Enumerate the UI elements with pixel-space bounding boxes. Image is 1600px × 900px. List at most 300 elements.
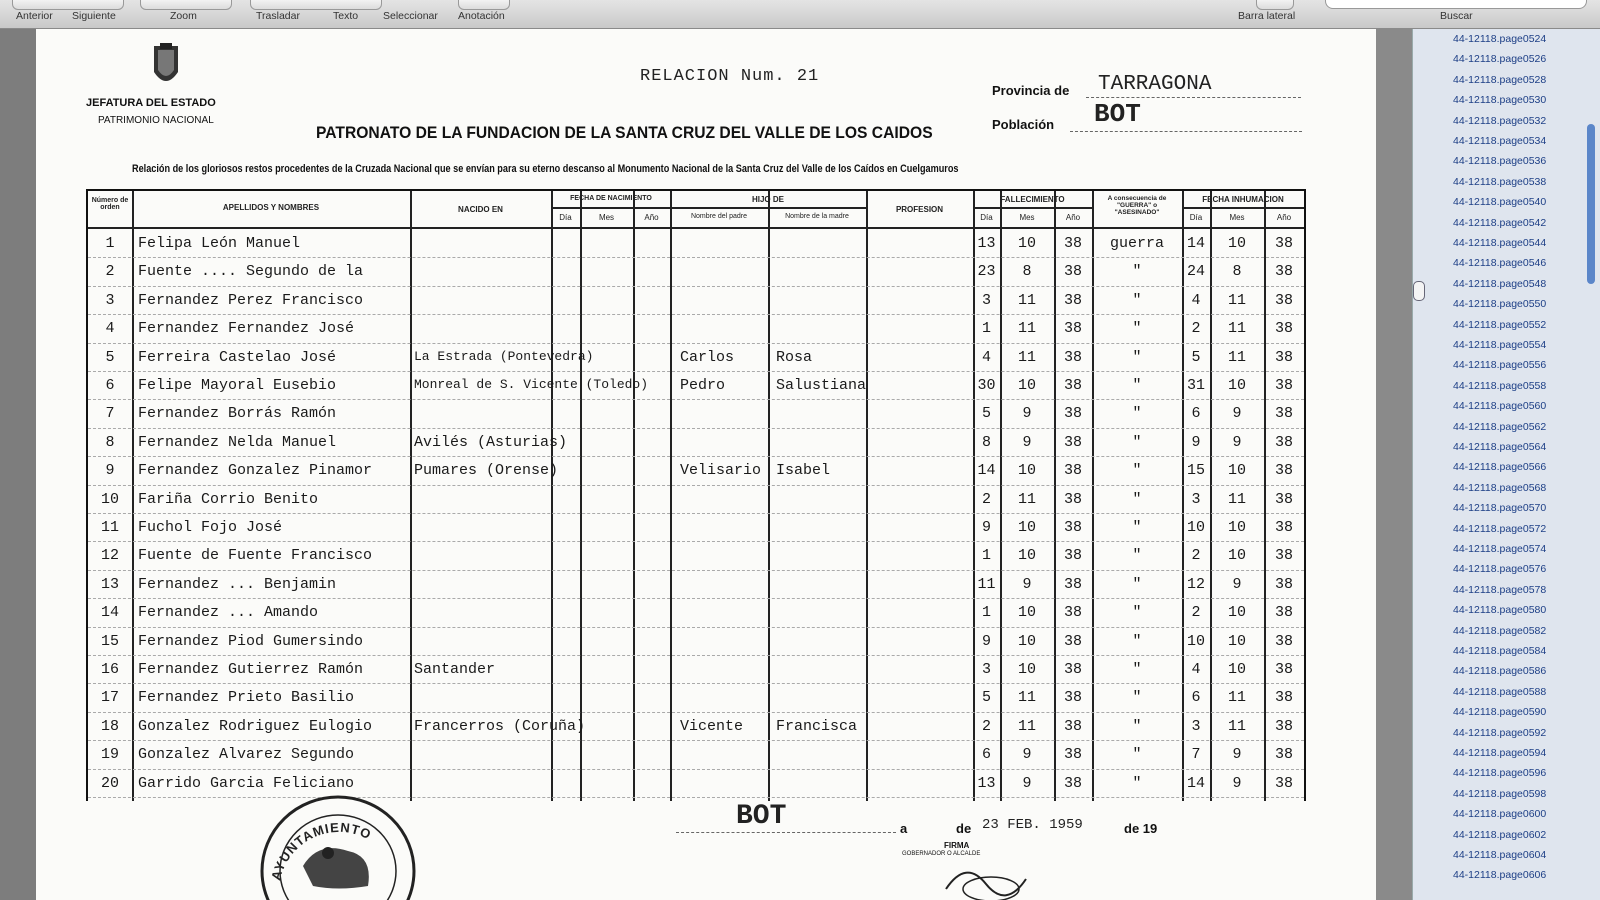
header-nac-ano: Año xyxy=(644,213,659,222)
cell-im: 10 xyxy=(1227,519,1246,536)
thumbnail-sidebar[interactable] xyxy=(1412,29,1600,900)
cell-a: 38 xyxy=(1063,604,1082,622)
signature-icon xyxy=(936,849,1036,900)
sidebar-thumbnail-item[interactable]: 44-12118.page0532 xyxy=(1453,114,1547,127)
cell-a: 38 xyxy=(1063,263,1082,281)
footer-de: de xyxy=(956,821,972,836)
cell-im: 11 xyxy=(1227,717,1246,735)
document-right-margin xyxy=(1376,29,1412,900)
cell-m: 11 xyxy=(1017,291,1036,309)
cell-a: 38 xyxy=(1063,746,1082,764)
cell-im: 8 xyxy=(1232,263,1242,281)
cell-a: 38 xyxy=(1063,490,1082,508)
cell-im: 10 xyxy=(1227,462,1246,480)
sidebar-scrollbar[interactable] xyxy=(1587,124,1595,284)
toolbar-select-label[interactable]: Seleccionar xyxy=(383,10,438,22)
remains-table xyxy=(86,189,1306,801)
sidebar-thumbnail-item[interactable]: 44-12118.page0564 xyxy=(1453,441,1547,453)
toolbar-move-label[interactable]: Trasladar xyxy=(256,10,300,22)
cell-m: 11 xyxy=(1017,348,1036,366)
cell-id: 2 xyxy=(1191,604,1201,622)
cell-im: 10 xyxy=(1227,632,1246,650)
header-numero: Número de orden xyxy=(91,197,129,211)
left-gutter xyxy=(0,29,36,900)
cell-im: 10 xyxy=(1227,604,1246,622)
cell-a: 38 xyxy=(1063,717,1082,735)
cell-ia: 38 xyxy=(1274,320,1293,338)
cell-im: 11 xyxy=(1227,490,1246,508)
cell-nacido: Monreal de S. Vicente (Toledo) xyxy=(414,377,649,392)
cell-ia: 38 xyxy=(1274,632,1293,650)
cell-m: 9 xyxy=(1022,405,1032,423)
cell-n: 20 xyxy=(100,774,119,792)
cell-id: 4 xyxy=(1191,661,1201,678)
cell-ia: 38 xyxy=(1274,462,1293,480)
cell-a: 38 xyxy=(1063,689,1082,707)
cell-d: 1 xyxy=(981,604,991,622)
cell-ia: 38 xyxy=(1274,604,1293,622)
sidebar-thumbnail-item[interactable]: 44-12118.page0602 xyxy=(1453,828,1547,841)
header-hijo-de: HIJO DE xyxy=(751,195,784,204)
cell-causa: " xyxy=(1132,519,1142,536)
sidebar-thumbnail-item[interactable]: 44-12118.page0526 xyxy=(1453,53,1547,66)
cell-ia: 38 xyxy=(1274,547,1293,565)
toolbar-search-label[interactable]: Buscar xyxy=(1440,10,1473,22)
cell-d: 1 xyxy=(981,320,991,338)
cell-d: 9 xyxy=(981,519,991,536)
toolbar-sidebar-label[interactable]: Barra lateral xyxy=(1238,10,1296,22)
cell-m: 11 xyxy=(1017,689,1036,707)
sidebar-toggle-button[interactable] xyxy=(1256,0,1294,10)
cell-padre: Velisario xyxy=(680,462,762,480)
table-row xyxy=(88,683,1304,684)
footer-de-19: de 19 xyxy=(1124,821,1158,836)
cell-nombre: Fernandez Fernandez José xyxy=(138,320,355,338)
cell-madre: Rosa xyxy=(776,348,813,366)
table-row xyxy=(88,343,1304,344)
cell-a: 38 xyxy=(1063,774,1082,792)
sidebar-thumbnail-item[interactable]: 44-12118.page0580 xyxy=(1453,604,1547,617)
cell-im: 10 xyxy=(1227,377,1246,394)
cell-ia: 38 xyxy=(1274,235,1293,252)
sidebar-thumbnail-item[interactable]: 44-12118.page0570 xyxy=(1453,502,1547,515)
firma-label: FIRMA xyxy=(944,841,970,850)
cell-id: 10 xyxy=(1186,632,1205,650)
cell-im: 9 xyxy=(1232,405,1242,423)
seal-text xyxy=(258,791,418,900)
sidebar-thumbnail-item[interactable]: 44-12118.page0544 xyxy=(1453,237,1547,249)
cell-a: 38 xyxy=(1063,291,1082,309)
cell-nombre: Fernandez ... Amando xyxy=(138,604,319,622)
cell-n: 7 xyxy=(105,405,115,423)
sidebar-thumbnail-item[interactable]: 44-12118.page0546 xyxy=(1453,257,1547,270)
header-consecuencia: A consecuencia de "GUERRA" o "ASESINADO" xyxy=(1107,195,1167,216)
cell-causa: " xyxy=(1132,774,1142,792)
sidebar-thumbnail-item[interactable]: 44-12118.page0574 xyxy=(1453,543,1547,555)
cell-id: 12 xyxy=(1186,575,1205,593)
cell-m: 11 xyxy=(1017,490,1036,508)
cell-a: 38 xyxy=(1063,632,1082,650)
cell-id: 3 xyxy=(1191,490,1201,508)
sidebar-thumbnail-item[interactable]: 44-12118.page0592 xyxy=(1453,726,1547,739)
cell-nombre: Gonzalez Rodriguez Eulogio xyxy=(138,717,373,735)
cell-id: 6 xyxy=(1191,405,1201,423)
cell-nombre: Fernandez Piod Gumersindo xyxy=(138,632,364,650)
cell-causa: " xyxy=(1132,320,1142,338)
cell-nacido: La Estrada (Pontevedra) xyxy=(414,348,594,364)
cell-d: 5 xyxy=(981,689,991,707)
sidebar-thumbnail-item[interactable]: 44-12118.page0582 xyxy=(1453,624,1547,637)
cell-d: 11 xyxy=(977,575,996,593)
cell-n: 14 xyxy=(100,604,119,622)
header-nac-mes: Mes xyxy=(598,213,615,222)
cell-nombre: Garrido Garcia Feliciano xyxy=(138,774,355,792)
patrimonio-label: PATRIMONIO NACIONAL xyxy=(98,115,214,126)
cell-a: 38 xyxy=(1063,405,1082,423)
cell-padre: Carlos xyxy=(680,348,735,366)
cell-im: 10 xyxy=(1227,235,1246,252)
cell-causa: " xyxy=(1132,689,1142,707)
cell-d: 14 xyxy=(977,462,996,480)
sidebar-thumbnail-item[interactable]: 44-12118.page0590 xyxy=(1453,706,1547,719)
sidebar-thumbnail-item[interactable]: 44-12118.page0542 xyxy=(1453,216,1547,229)
coat-of-arms-icon xyxy=(146,42,186,92)
cell-n: 11 xyxy=(100,519,119,536)
cell-nombre: Fernandez Borrás Ramón xyxy=(138,405,337,423)
cell-causa: " xyxy=(1132,717,1142,735)
cell-ia: 38 xyxy=(1274,689,1293,707)
header-nac-dia: Día xyxy=(559,213,572,222)
cell-m: 10 xyxy=(1017,632,1036,650)
table-row xyxy=(88,286,1304,287)
sidebar-thumbnail-item[interactable]: 44-12118.page0594 xyxy=(1453,747,1547,759)
cell-id: 9 xyxy=(1191,433,1201,451)
cell-id: 31 xyxy=(1186,377,1205,394)
cell-ia: 38 xyxy=(1274,661,1293,678)
table-row xyxy=(88,314,1304,315)
cell-d: 2 xyxy=(981,717,991,735)
cell-causa: " xyxy=(1132,547,1142,565)
toolbar-annotation-label[interactable]: Anotación xyxy=(458,10,505,22)
cell-id: 10 xyxy=(1186,519,1205,536)
cell-im: 11 xyxy=(1227,689,1246,707)
sidebar-thumbnail-item[interactable]: 44-12118.page0538 xyxy=(1453,175,1547,188)
cell-ia: 38 xyxy=(1274,746,1293,764)
table-row xyxy=(88,598,1304,599)
table-row xyxy=(88,371,1304,372)
cell-d: 2 xyxy=(981,490,991,508)
header-nacido: NACIDO EN xyxy=(458,205,503,214)
cell-ia: 38 xyxy=(1274,717,1293,735)
cell-nombre: Ferreira Castelao José xyxy=(138,348,337,366)
cell-d: 1 xyxy=(981,547,991,565)
table-row xyxy=(88,399,1304,400)
sidebar-thumbnail-item[interactable]: 44-12118.page0568 xyxy=(1453,481,1547,494)
cell-causa: " xyxy=(1132,377,1142,394)
cell-m: 9 xyxy=(1022,746,1032,764)
cell-id: 5 xyxy=(1191,348,1201,366)
cell-causa: " xyxy=(1132,462,1142,480)
cell-ia: 38 xyxy=(1274,774,1293,792)
sidebar-thumbnail-item[interactable]: 44-12118.page0578 xyxy=(1453,583,1547,596)
cell-n: 2 xyxy=(105,263,115,281)
document-page xyxy=(36,29,1376,900)
header-inh-ano: Año xyxy=(1276,213,1292,222)
firma-sub-label: GOBERNADOR O ALCALDE xyxy=(902,851,981,857)
cell-ia: 38 xyxy=(1274,348,1293,366)
cell-nombre: Gonzalez Alvarez Segundo xyxy=(138,746,355,764)
sidebar-thumbnail-item[interactable]: 44-12118.page0586 xyxy=(1453,665,1547,678)
cell-m: 11 xyxy=(1017,320,1036,338)
cell-a: 38 xyxy=(1063,661,1082,678)
cell-nacido: Francerros (Coruña) xyxy=(414,717,586,735)
cell-causa: " xyxy=(1132,263,1142,281)
cell-m: 9 xyxy=(1022,774,1032,792)
sidebar-thumbnail-item[interactable]: 44-12118.page0598 xyxy=(1453,787,1547,800)
cell-id: 4 xyxy=(1191,291,1201,309)
cell-nacido: Avilés (Asturias) xyxy=(414,433,568,451)
cell-id: 14 xyxy=(1186,235,1205,252)
cell-a: 38 xyxy=(1063,462,1082,480)
cell-nacido: Pumares (Orense) xyxy=(414,462,559,480)
table-row xyxy=(88,513,1304,514)
cell-n: 5 xyxy=(105,348,115,366)
table-row xyxy=(88,570,1304,571)
search-input[interactable] xyxy=(1325,0,1587,9)
sidebar-thumbnail-item[interactable]: 44-12118.page0554 xyxy=(1453,339,1547,351)
cell-ia: 38 xyxy=(1274,433,1293,451)
header-inh-mes: Mes xyxy=(1229,213,1245,222)
cell-ia: 38 xyxy=(1274,291,1293,309)
cell-nombre: Fuente .... Segundo de la xyxy=(138,263,364,281)
cell-madre: Isabel xyxy=(776,462,831,480)
cell-n: 19 xyxy=(100,746,119,764)
cell-im: 9 xyxy=(1232,433,1242,451)
cell-n: 3 xyxy=(105,291,115,309)
table-row xyxy=(88,456,1304,457)
cell-causa: " xyxy=(1132,746,1142,764)
cell-id: 7 xyxy=(1191,746,1201,764)
sidebar-thumbnail-item[interactable]: 44-12118.page0524 xyxy=(1453,33,1547,45)
provincia-line xyxy=(1086,97,1301,98)
sidebar-thumbnail-item[interactable]: 44-12118.page0572 xyxy=(1453,522,1547,535)
cell-id: 6 xyxy=(1191,689,1201,707)
sidebar-thumbnail-item[interactable]: 44-12118.page0550 xyxy=(1453,298,1547,311)
cell-nombre: Fernandez Prieto Basilio xyxy=(138,689,355,707)
cell-padre: Pedro xyxy=(680,377,726,394)
toolbar-prev-label[interactable]: Anterior xyxy=(16,10,53,22)
annotation-button[interactable] xyxy=(458,0,510,10)
header-inh-dia: Día xyxy=(1189,213,1203,222)
cell-m: 9 xyxy=(1022,433,1032,451)
cell-d: 5 xyxy=(981,405,991,423)
sidebar-thumbnail-item[interactable]: 44-12118.page0536 xyxy=(1453,155,1547,168)
cell-d: 13 xyxy=(977,235,996,252)
cell-madre: Salustiana xyxy=(776,377,867,394)
cell-n: 12 xyxy=(100,547,119,565)
footer-a: a xyxy=(900,821,908,836)
sidebar-thumbnail-item[interactable]: 44-12118.page0584 xyxy=(1453,645,1547,657)
tool-button-group[interactable] xyxy=(250,0,382,10)
header-padre: Nombre del padre xyxy=(690,213,748,220)
cell-a: 38 xyxy=(1063,519,1082,536)
cell-nombre: Fernandez ... Benjamin xyxy=(138,575,337,593)
cell-d: 6 xyxy=(981,746,991,764)
sidebar-thumbnail-item[interactable]: 44-12118.page0600 xyxy=(1453,808,1547,821)
cell-id: 3 xyxy=(1191,717,1201,735)
cell-nombre: Fernandez Gutierrez Ramón xyxy=(138,661,364,678)
cell-n: 1 xyxy=(105,235,115,252)
table-row xyxy=(88,712,1304,713)
header-fall-ano: Año xyxy=(1065,213,1081,222)
cell-nombre: Fernandez Gonzalez Pinamor xyxy=(138,462,373,480)
cell-causa: " xyxy=(1132,291,1142,309)
cell-m: 10 xyxy=(1017,661,1036,678)
cell-nombre: Fuente de Fuente Francisco xyxy=(138,547,373,565)
cell-ia: 38 xyxy=(1274,490,1293,508)
cell-n: 10 xyxy=(100,490,119,508)
cell-m: 10 xyxy=(1017,377,1036,394)
document-subtitle: Relación de los gloriosos restos procedentes de la Cruzada Nacional que se envían para su eterno descanso al Monumento Nacional de la Santa Cruz del Valle de los Caídos en Cuelgamuros xyxy=(132,163,959,175)
cell-d: 9 xyxy=(981,632,991,650)
table-row xyxy=(88,655,1304,656)
poblacion-line xyxy=(1070,131,1302,132)
cell-ia: 38 xyxy=(1274,575,1293,593)
cell-causa: " xyxy=(1132,348,1142,366)
footer-place-line xyxy=(676,832,896,833)
sidebar-thumbnail-item[interactable]: 44-12118.page0562 xyxy=(1453,420,1547,433)
sidebar-thumbnail-item[interactable]: 44-12118.page0596 xyxy=(1453,767,1547,780)
prev-next-button-group[interactable] xyxy=(12,0,124,10)
table-row xyxy=(88,428,1304,429)
cell-n: 13 xyxy=(100,575,119,593)
cell-m: 10 xyxy=(1017,519,1036,536)
relacion-number: RELACION Num. 21 xyxy=(640,67,820,86)
cell-nombre: Fariña Corrio Benito xyxy=(138,490,319,508)
cell-a: 38 xyxy=(1063,348,1082,366)
header-apellidos: APELLIDOS Y NOMBRES xyxy=(222,203,320,212)
cell-d: 3 xyxy=(981,661,991,678)
cell-causa: " xyxy=(1132,575,1142,593)
cell-a: 38 xyxy=(1063,377,1082,394)
cell-nombre: Fernandez Nelda Manuel xyxy=(138,433,337,451)
cell-n: 9 xyxy=(105,462,115,480)
cell-id: 2 xyxy=(1191,547,1201,565)
cell-m: 11 xyxy=(1017,717,1036,735)
header-profesion: PROFESION xyxy=(895,205,944,214)
cell-ia: 38 xyxy=(1274,377,1293,394)
sidebar-thumbnail-item[interactable]: 44-12118.page0604 xyxy=(1453,849,1547,861)
cell-d: 4 xyxy=(981,348,991,366)
cell-causa: " xyxy=(1132,405,1142,423)
cell-ia: 38 xyxy=(1274,263,1293,281)
cell-d: 8 xyxy=(981,433,991,451)
cell-causa: " xyxy=(1132,490,1142,508)
cell-m: 10 xyxy=(1017,462,1036,480)
sidebar-thumbnail-item[interactable]: 44-12118.page0556 xyxy=(1453,359,1547,372)
cell-n: 15 xyxy=(100,632,119,650)
cell-n: 6 xyxy=(105,377,115,394)
header-fecha-nacimiento: FECHA DE NACIMIENTO xyxy=(570,195,652,202)
sidebar-thumbnail-item[interactable]: 44-12118.page0560 xyxy=(1453,400,1547,413)
sidebar-thumbnail-item[interactable]: 44-12118.page0528 xyxy=(1453,73,1547,86)
table-row xyxy=(88,740,1304,741)
toolbar-text-label[interactable]: Texto xyxy=(333,10,359,22)
sidebar-thumbnail-item[interactable]: 44-12118.page0548 xyxy=(1453,277,1547,290)
toolbar-zoom-label[interactable]: Zoom xyxy=(170,10,197,22)
sidebar-resize-handle[interactable] xyxy=(1413,281,1425,301)
cell-id: 15 xyxy=(1186,462,1205,480)
footer-date: 23 FEB. 1959 xyxy=(982,817,1083,833)
cell-im: 10 xyxy=(1227,661,1246,678)
document-title: PATRONATO DE LA FUNDACION DE LA SANTA CRUZ DEL VALLE DE LOS CAIDOS xyxy=(316,123,933,142)
sidebar-thumbnail-item[interactable]: 44-12118.page0558 xyxy=(1453,379,1547,392)
cell-nombre: Felipe Mayoral Eusebio xyxy=(138,377,337,394)
cell-m: 8 xyxy=(1022,263,1032,281)
cell-a: 38 xyxy=(1063,320,1082,338)
poblacion-value: BOT xyxy=(1094,99,1141,129)
cell-a: 38 xyxy=(1063,235,1082,252)
header-fallecimiento: FALLECIMIENTO xyxy=(1000,195,1065,204)
table-row xyxy=(88,541,1304,542)
cell-n: 18 xyxy=(100,717,119,735)
sidebar-thumbnail-item[interactable]: 44-12118.page0576 xyxy=(1453,563,1547,576)
cell-id: 14 xyxy=(1186,774,1205,792)
cell-ia: 38 xyxy=(1274,405,1293,423)
cell-n: 8 xyxy=(105,433,115,451)
zoom-button-group[interactable] xyxy=(140,0,232,10)
cell-padre: Vicente xyxy=(680,717,744,735)
cell-ia: 38 xyxy=(1274,519,1293,536)
jefatura-label: JEFATURA DEL ESTADO xyxy=(86,97,216,109)
table-row xyxy=(88,769,1304,770)
cell-im: 9 xyxy=(1232,746,1242,764)
sidebar-thumbnail-item[interactable]: 44-12118.page0588 xyxy=(1453,685,1547,698)
sidebar-thumbnail-item[interactable]: 44-12118.page0552 xyxy=(1453,318,1547,331)
cell-m: 10 xyxy=(1017,235,1036,252)
provincia-value: TARRAGONA xyxy=(1098,73,1212,96)
svg-text:AYUNTAMIENTO: AYUNTAMIENTO xyxy=(268,819,374,882)
toolbar xyxy=(0,0,1600,29)
sidebar-thumbnail-item[interactable]: 44-12118.page0566 xyxy=(1453,461,1547,474)
cell-causa: " xyxy=(1132,604,1142,622)
provincia-label: Provincia de xyxy=(992,83,1070,98)
table-row xyxy=(88,485,1304,486)
cell-im: 10 xyxy=(1227,547,1246,565)
sidebar-thumbnail-item[interactable]: 44-12118.page0540 xyxy=(1453,196,1547,209)
table-row xyxy=(88,257,1304,258)
poblacion-label: Población xyxy=(992,117,1055,132)
cell-a: 38 xyxy=(1063,547,1082,565)
sidebar-thumbnail-item[interactable]: 44-12118.page0530 xyxy=(1453,94,1547,107)
cell-madre: Francisca xyxy=(776,717,858,735)
cell-id: 2 xyxy=(1191,320,1201,338)
cell-d: 13 xyxy=(977,774,996,792)
cell-d: 23 xyxy=(977,263,996,281)
cell-m: 10 xyxy=(1017,547,1036,565)
cell-n: 16 xyxy=(100,661,119,678)
cell-m: 10 xyxy=(1017,604,1036,622)
toolbar-next-label[interactable]: Siguiente xyxy=(72,10,116,22)
footer-place: BOT xyxy=(736,801,787,832)
cell-d: 3 xyxy=(981,291,991,309)
cell-m: 9 xyxy=(1022,575,1032,593)
cell-nombre: Fernandez Perez Francisco xyxy=(138,291,364,309)
cell-causa: guerra xyxy=(1109,235,1164,252)
header-fecha-inhumacion: FECHA INHUMACION xyxy=(1202,195,1284,204)
sidebar-thumbnail-item[interactable]: 44-12118.page0534 xyxy=(1453,135,1547,147)
sidebar-thumbnail-item[interactable]: 44-12118.page0606 xyxy=(1453,869,1547,882)
